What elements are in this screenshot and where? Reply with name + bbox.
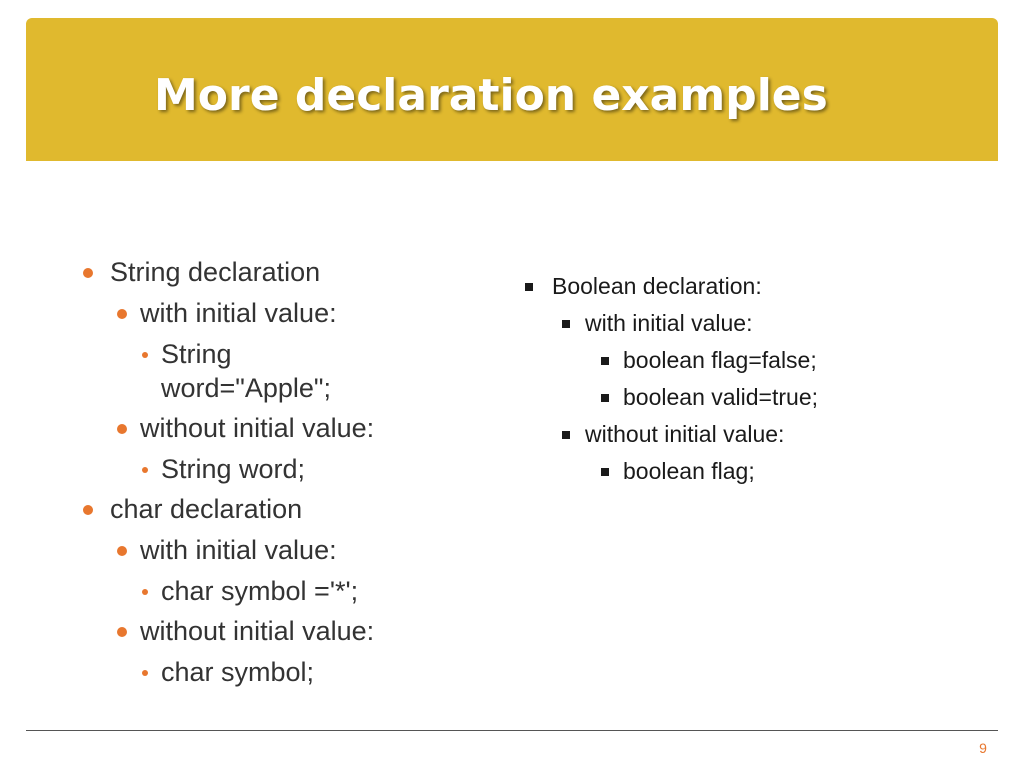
bullet-square-icon <box>601 468 609 476</box>
char-declaration-heading: char declaration <box>110 494 303 524</box>
boolean-with-initial-code-2: boolean valid=true; <box>623 384 819 410</box>
list-item <box>80 252 420 293</box>
char-without-initial-code: char symbol; <box>161 657 315 687</box>
bullet-dot-icon <box>117 309 127 319</box>
bullet-square-icon <box>562 431 570 439</box>
bullet-dot-icon <box>142 670 148 676</box>
bullet-square-icon <box>601 357 609 365</box>
string-without-initial-code: String word; <box>161 454 306 484</box>
bullet-dot-icon <box>142 467 148 473</box>
list-item <box>80 489 420 530</box>
bullet-square-icon <box>525 283 533 291</box>
list-item <box>520 342 900 379</box>
bullet-dot-icon <box>142 352 148 358</box>
bullet-square-icon <box>601 394 609 402</box>
char-with-initial-code: char symbol ='*'; <box>161 576 359 606</box>
bullet-dot-icon <box>83 268 93 278</box>
list-item <box>80 611 420 652</box>
bullet-dot-icon <box>142 589 148 595</box>
bullet-dot-icon <box>83 505 93 515</box>
boolean-without-initial-code: boolean flag; <box>623 458 755 484</box>
list-item <box>520 305 900 342</box>
list-item <box>520 453 900 490</box>
boolean-declaration-heading: Boolean declaration: <box>552 273 762 299</box>
list-item <box>80 293 420 334</box>
list-item <box>80 530 420 571</box>
bullet-dot-icon <box>117 424 127 434</box>
boolean-with-initial-label: with initial value: <box>585 310 753 336</box>
list-item <box>80 571 420 611</box>
list-item <box>80 408 420 449</box>
bullet-dot-icon <box>117 627 127 637</box>
string-with-initial-code: String word="Apple"; <box>161 339 332 403</box>
list-item <box>520 379 900 416</box>
boolean-with-initial-code-1: boolean flag=false; <box>623 347 817 373</box>
char-without-initial-label: without initial value: <box>140 616 375 646</box>
right-bullet-list <box>520 268 900 490</box>
list-item <box>80 334 420 408</box>
slide-title: More declaration examples <box>154 70 828 121</box>
bullet-dot-icon <box>117 546 127 556</box>
string-without-initial-label: without initial value: <box>140 413 375 443</box>
string-with-initial-label: with initial value: <box>140 298 337 328</box>
list-item <box>520 268 900 305</box>
list-item <box>80 449 420 489</box>
page-number: 9 <box>979 740 987 756</box>
left-bullet-list <box>80 252 420 692</box>
char-with-initial-label: with initial value: <box>140 535 337 565</box>
boolean-without-initial-label: without initial value: <box>585 421 785 447</box>
list-item <box>520 416 900 453</box>
footer-divider <box>26 730 998 731</box>
list-item <box>80 652 420 692</box>
string-declaration-heading: String declaration <box>110 257 321 287</box>
bullet-square-icon <box>562 320 570 328</box>
